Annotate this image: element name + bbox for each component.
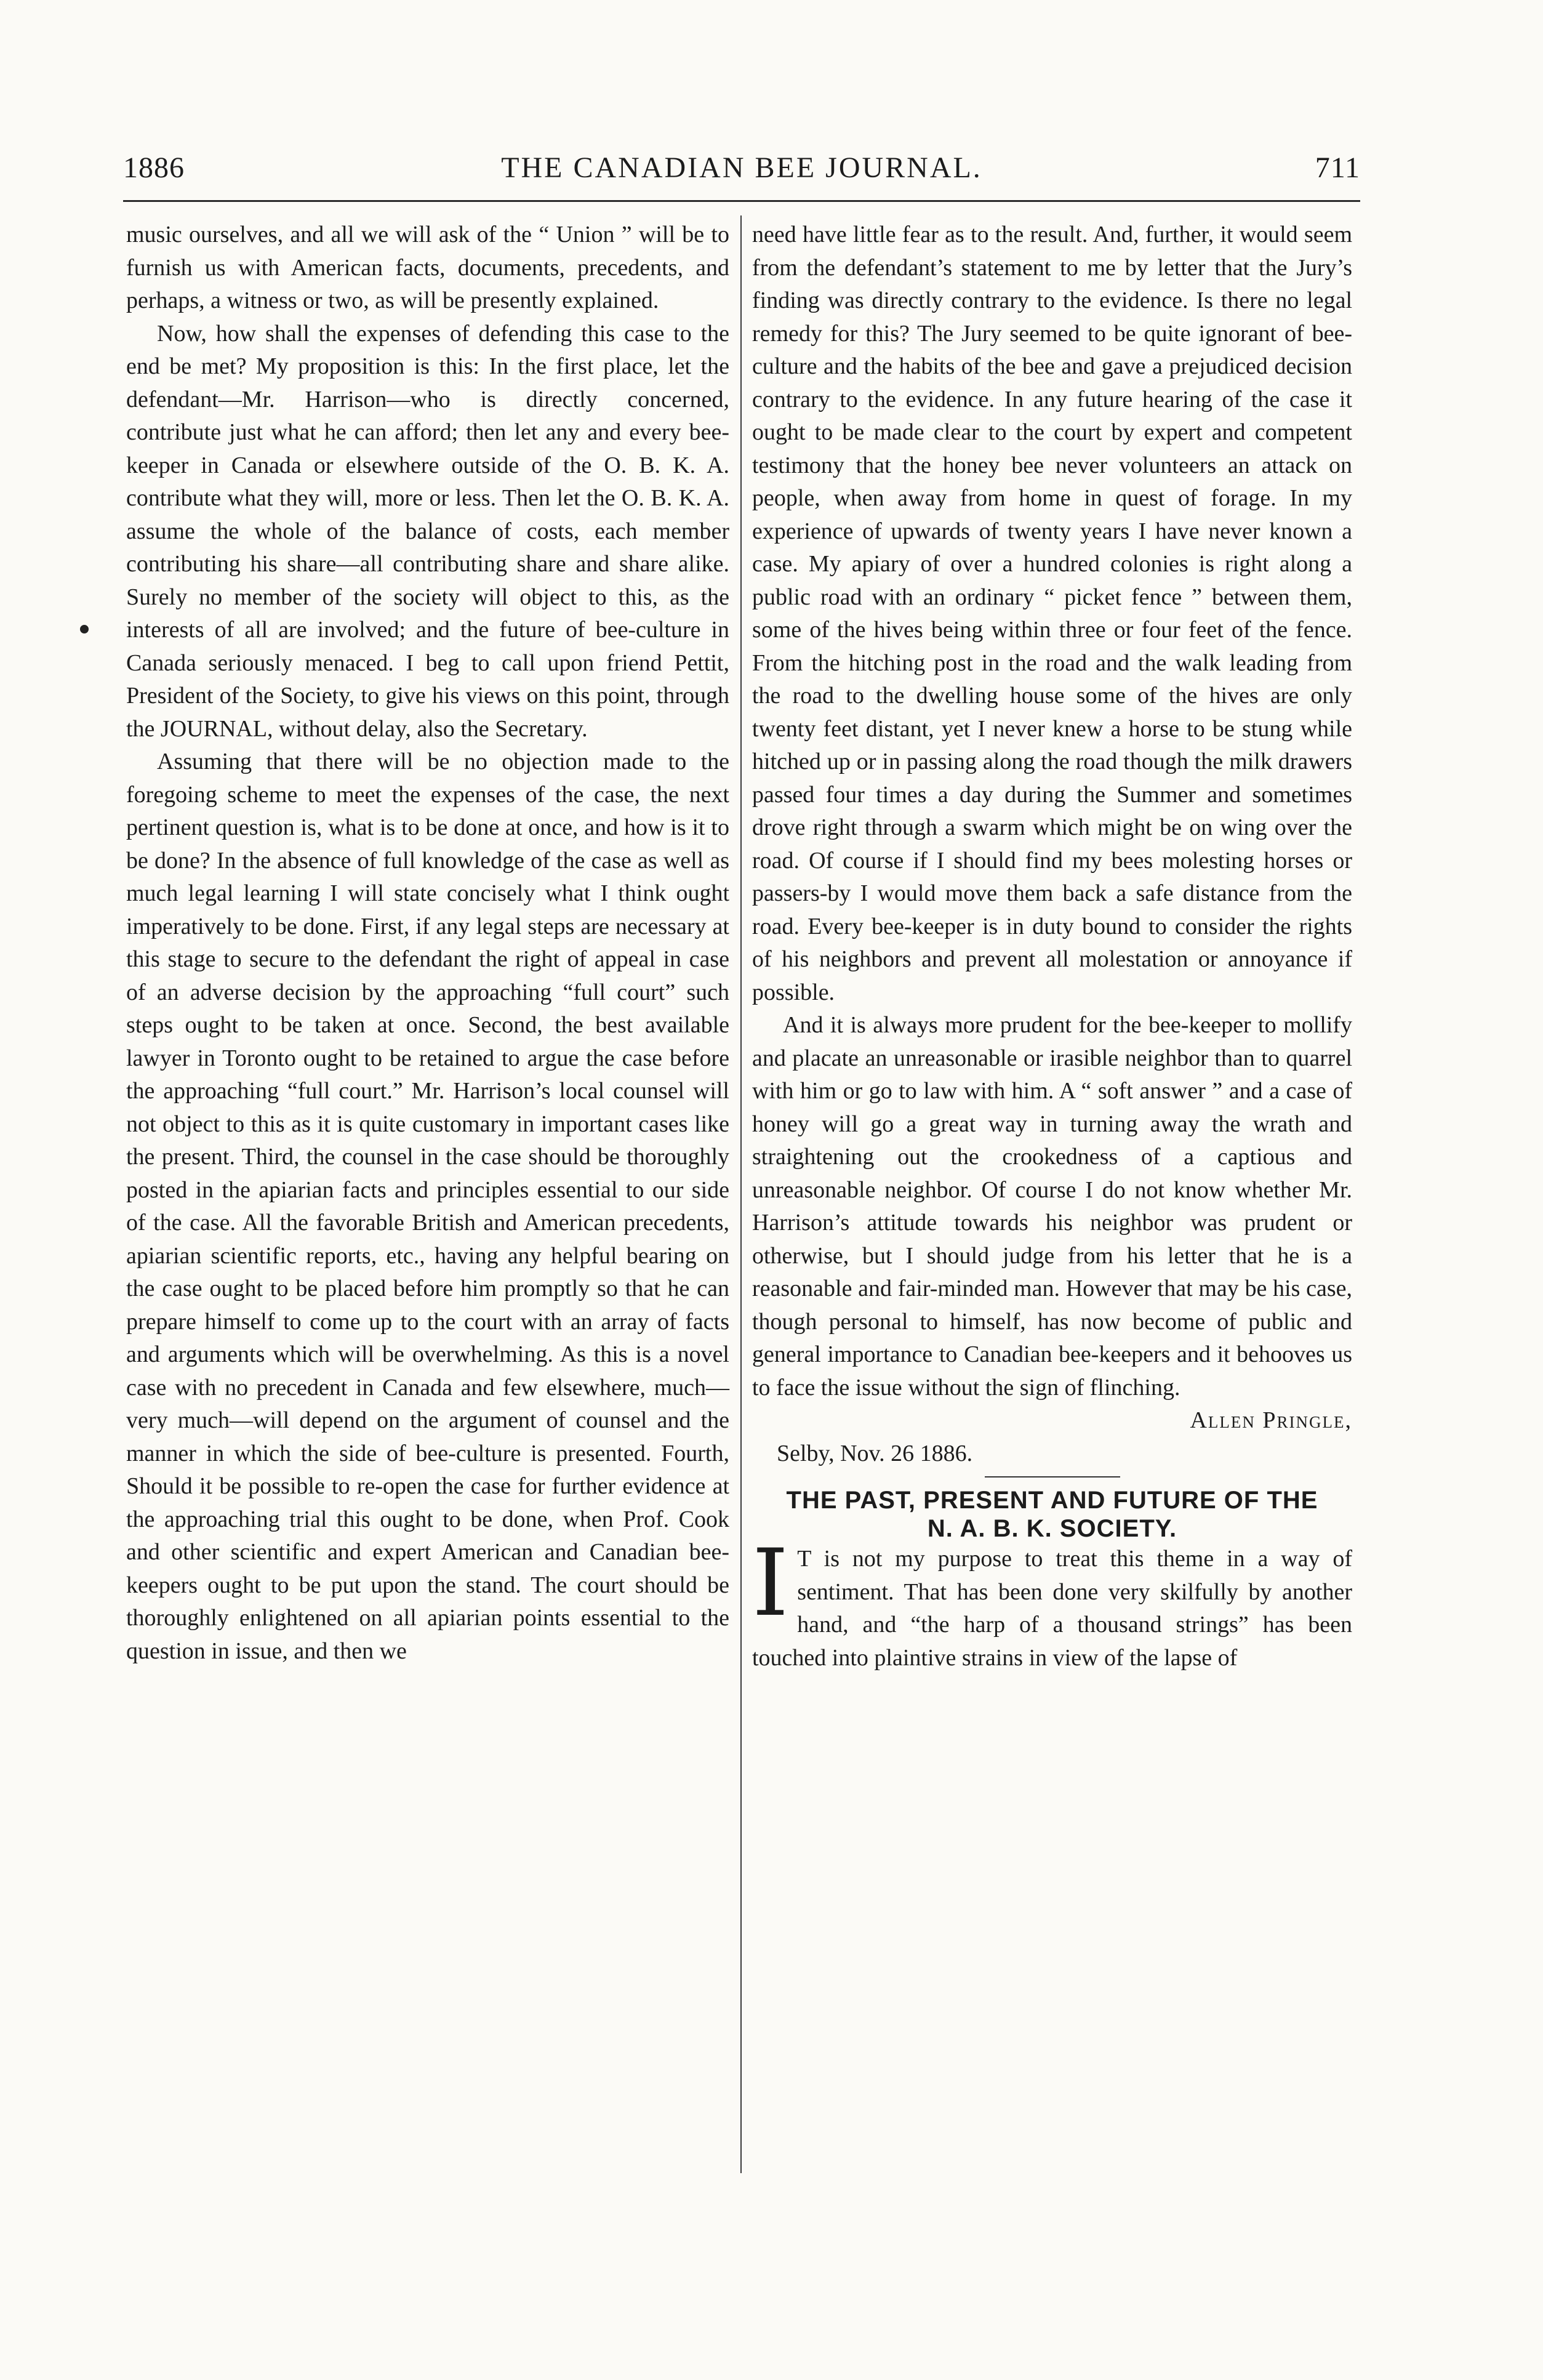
article-opening	[752, 1530, 1352, 1674]
page-number-right: 711	[1315, 151, 1360, 184]
page-header	[123, 151, 1360, 194]
article-opening-text: T is not my purpose to treat this theme in a way of sentiment. That has been done very skilfully by another hand, and “the harp of a thousand strings” has been touched into plaintive strains in view of the lapse of	[752, 1546, 1352, 1671]
margin-dot	[80, 625, 89, 633]
article-title-line2: N. A. B. K. SOCIETY.	[927, 1515, 1177, 1542]
column-divider	[740, 215, 742, 2173]
journal-title: THE CANADIAN BEE JOURNAL.	[501, 151, 982, 184]
right-column	[752, 219, 1352, 1674]
dateline: Selby, Nov. 26 1886.	[777, 1440, 973, 1466]
left-paragraph: Now, how shall the expenses of defending this case to the end be met? My proposition is this: In the first place, let the defendant—Mr. Harrison—who is directly concerned, contribute just what he can afford; then let any and every bee-keeper in Canada or elsewhere outside of the O. B. K. A. contribute what they will, more or less. Then let the O. B. K. A. assume the whole of the balance of costs, each member contributing his share—all contributing share and share alike. Surely no member of the society will object to this, as the interests of all are involved; and the future of bee-culture in Canada seriously menaced. I beg to call upon friend Pettit, President of the Society, to give his views on this point, through the JOURNAL, without delay, also the Secretary.	[126, 320, 729, 742]
left-column	[126, 219, 729, 1668]
drop-cap: I	[752, 1530, 789, 1637]
left-paragraph: music ourselves, and all we will ask of the “ Union ” will be to furnish us with American facts, documents, precedents, and perhaps, a witness or two, as will be presently explained.	[126, 222, 729, 313]
right-paragraph: need have little fear as to the result. And, further, it would seem from the defendant’s statement to me by letter that the Jury’s finding was directly contrary to the evidence. Is there no legal remedy for this? The Jury seemed to be quite ignorant of bee-culture and the habits of the bee and gave a prejudiced decision contrary to the evidence. In any future hearing of the case it ought to be made clear to the court by expert and competent testimony that the honey bee never volunteers an attack on people, when away from home in quest of forage. In my experience of upwards of twenty years I have never known a case. My apiary of over a hundred colonies is right along a public road with an ordinary “ picket fence ” between them, some of the hives being within three or four feet of the fence. From the hitching post in the road and the walk leading from the road to the dwelling house some of the hives are only twenty feet distant, yet I never knew a horse to be stung while hitched up or in passing along the road though the milk drawers passed four times a day during the Summer and sometimes drove right through a swarm which might be on wing over the road. Of course if I should find my bees molesting horses or passers-by I would move them back a safe distance from the road. Every bee-keeper is in duty bound to consider the rights of his neighbors and prevent all molestation or annoyance if possible.	[752, 222, 1352, 1005]
right-paragraph: And it is always more prudent for the bee-keeper to mollify and placate an unreasonable or irasible neighbor than to quarrel with him or go to law with him. A “ soft answer ” and a case of honey will go a great way in turning away the wrath and straightening out the crookedness of a captious and unreasonable neighbor. Of course I do not know whether Mr. Harrison’s attitude towards his neighbor was prudent or otherwise, but I should judge from his letter that he is a reasonable and fair-minded man. However that may be his case, though personal to himself, has now become of public and general importance to Canadian bee-keepers and it behooves us to face the issue without the sign of flinching.	[752, 1012, 1352, 1401]
article-title-line1: THE PAST, PRESENT AND FUTURE OF THE	[786, 1487, 1318, 1514]
page-number-left: 1886	[123, 151, 185, 184]
article-separator	[985, 1476, 1120, 1477]
author-signature: Allen Pringle,	[1190, 1407, 1352, 1433]
header-rule	[123, 200, 1360, 202]
left-paragraph: Assuming that there will be no objection made to the foregoing scheme to meet the expenses of the case, the next pertinent question is, what is to be done at once, and how is it to be done? In the absence of full knowledge of the case as well as much legal learning I will state concisely what I think ought imperatively to be done. First, if any legal steps are necessary at this stage to secure to the defendant the right of appeal in case of an adverse decision by the approaching “full court” such steps ought to be taken at once. Second, the best available lawyer in Toronto ought to be retained to argue the case before the approaching “full court.” Mr. Harrison’s local counsel will not object to this as it is quite customary in important cases like the present. Third, the counsel in the case should be thoroughly posted in the apiarian facts and principles essential to our side of the case. All the favorable British and American precedents, apiarian scientific reports, etc., having any helpful bearing on the case ought to be placed before him promptly so that he can prepare himself to come up to the court with an array of facts and arguments which will be overwhelming. As this is a novel case with no precedent in Canada and few elsewhere, much—very much—will depend on the argument of counsel and the manner in which the side of bee-culture is presented. Fourth, Should it be possible to re-open the case for further evidence at the approaching trial this ought to be done, when Prof. Cook and other scientific and expert American and Canadian bee-keepers ought to be put upon the stand. The court should be thoroughly enlightened on all apiarian points essential to the question in issue, and then we	[126, 749, 729, 1664]
